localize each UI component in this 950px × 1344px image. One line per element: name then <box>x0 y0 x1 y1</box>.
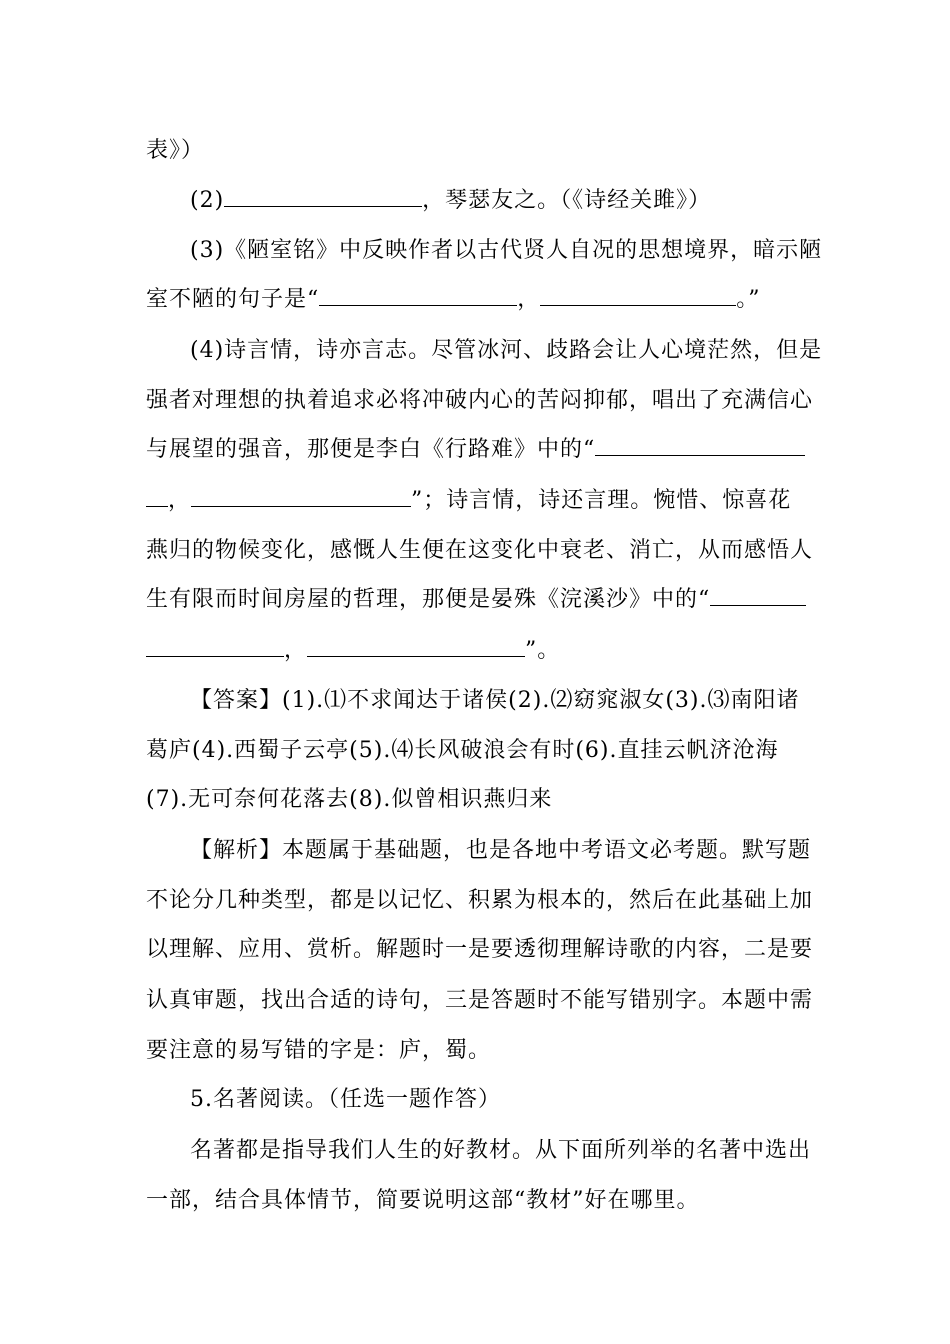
text-line <box>146 536 813 566</box>
text-line <box>146 136 204 166</box>
text: 与展望的强音，那便是李白《行路难》中的“ <box>146 437 596 462</box>
text: (4)诗言情，诗亦言志。尽管冰河、歧路会让人心境茫然，但是 <box>190 338 823 363</box>
answer-line <box>146 785 552 815</box>
text: 以理解、应用、赏析。解题时一是要透彻理解诗歌的内容，二是要 <box>146 937 814 962</box>
fill-blank <box>595 435 805 456</box>
fill-blank <box>191 486 411 507</box>
fill-blank <box>146 486 168 507</box>
text-line <box>190 236 822 266</box>
text: 一部，结合具体情节，简要说明这部“教材”好在哪里。 <box>146 1188 700 1213</box>
fill-blank <box>224 186 422 207</box>
analysis-line <box>146 986 813 1016</box>
text: 室不陋的句子是“ <box>146 287 320 312</box>
fill-blank <box>710 585 806 606</box>
text: 燕归的物候变化，感慨人生便在这变化中衰老、消亡，从而感悟人 <box>146 538 814 563</box>
text-line <box>190 1136 811 1166</box>
fill-blank <box>307 636 525 657</box>
text: (3)《陋室铭》中反映作者以古代贤人自况的思想境界，暗示陋 <box>190 238 823 263</box>
text: 名著都是指导我们人生的好教材。从下面所列举的名著中选出 <box>190 1138 812 1163</box>
text: (7).无可奈何花落去(8).似曾相识燕归来 <box>146 787 553 812</box>
text: 5.名著阅读。（任选一题作答） <box>190 1087 501 1112</box>
question-heading <box>190 1085 501 1115</box>
text: ”；诗言情，诗还言理。惋惜、惊喜花 <box>411 488 792 513</box>
text: 。” <box>736 287 761 312</box>
text-line <box>146 585 806 615</box>
analysis-line <box>146 1036 491 1066</box>
text-line <box>146 285 761 315</box>
analysis-line <box>190 836 811 866</box>
answer-line <box>146 736 778 766</box>
text: 【解析】本题属于基础题，也是各地中考语文必考题。默写题 <box>190 838 812 863</box>
text: 葛庐(4).西蜀子云亭(5).⑷长风破浪会有时(6).直挂云帆济沧海 <box>146 738 779 763</box>
text-line <box>146 636 560 666</box>
text: 认真审题，找出合适的诗句，三是答题时不能写错别字。本题中需 <box>146 988 814 1013</box>
text: (2) <box>190 188 225 213</box>
text-line <box>146 1186 700 1216</box>
text: 【答案】(1).⑴不求闻达于诸侯(2).⑵窈窕淑女(3).⑶南阳诸 <box>190 688 800 713</box>
text: ， <box>168 488 192 513</box>
text: 表》） <box>146 138 205 163</box>
fill-blank <box>540 285 736 306</box>
text: ，琴瑟友之。（《诗经关雎》） <box>422 188 712 213</box>
text-line <box>190 336 822 366</box>
text: 强者对理想的执着追求必将冲破内心的苦闷抑郁，唱出了充满信心 <box>146 388 814 413</box>
text: ， <box>517 287 541 312</box>
text-line <box>190 186 711 216</box>
text: 生有限而时间房屋的哲理，那便是晏殊《浣溪沙》中的“ <box>146 587 711 612</box>
text: ”。 <box>525 638 561 663</box>
analysis-line <box>146 935 813 965</box>
text-line <box>146 386 813 416</box>
answer-line <box>190 686 799 716</box>
fill-blank <box>146 636 284 657</box>
text: 要注意的易写错的字是：庐，蜀。 <box>146 1038 492 1063</box>
analysis-line <box>146 886 813 916</box>
text-line <box>146 486 791 516</box>
text: 不论分几种类型，都是以记忆、积累为根本的，然后在此基础上加 <box>146 888 814 913</box>
text: ， <box>284 638 308 663</box>
fill-blank <box>319 285 517 306</box>
text-line <box>146 435 805 465</box>
